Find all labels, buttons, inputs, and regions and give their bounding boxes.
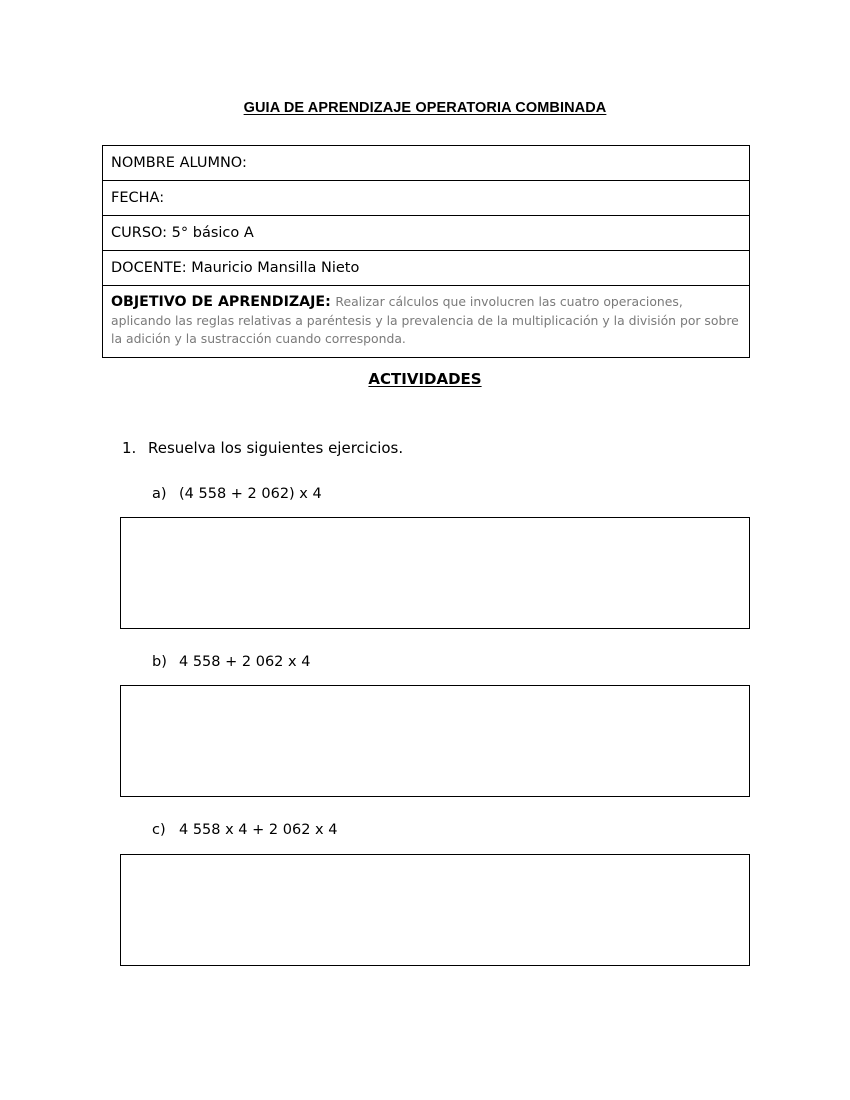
activities-heading-text: ACTIVIDADES	[368, 370, 482, 388]
exercise-c-expression: 4 558 x 4 + 2 062 x 4	[179, 822, 338, 838]
exercise-b-expression: 4 558 + 2 062 x 4	[179, 654, 311, 670]
activity-instruction-text: Resuelva los siguientes ejercicios.	[148, 439, 404, 457]
exercise-a-label	[152, 486, 322, 502]
page-title	[0, 100, 850, 116]
table-row-fecha	[103, 181, 749, 216]
exercise-a-expression: (4 558 + 2 062) x 4	[179, 486, 322, 502]
objetivo-text: Realizar cálculos que involucren las cuatro operaciones, aplicando las reglas relativas a paréntesis y la prevalencia de la multiplicación y la división por sobre la adición y la sustracción cuando corresponda.	[111, 294, 739, 346]
fecha-label: FECHA:	[111, 189, 165, 206]
docente-label: DOCENTE: Mauricio Mansilla Nieto	[111, 259, 360, 276]
exercise-b-letter: b)	[152, 654, 167, 670]
page-title-text: GUIA DE APRENDIZAJE OPERATORIA COMBINADA	[243, 100, 607, 116]
answer-box-b[interactable]	[120, 685, 750, 797]
exercise-c-letter: c)	[152, 822, 166, 838]
nombre-alumno-label: NOMBRE ALUMNO:	[111, 154, 247, 171]
answer-box-c[interactable]	[120, 854, 750, 966]
table-row-objetivo	[103, 286, 749, 357]
table-row-nombre-alumno	[103, 146, 749, 181]
curso-label: CURSO: 5° básico A	[111, 224, 254, 241]
activity-number: 1.	[122, 439, 137, 457]
objetivo-cell	[103, 286, 749, 357]
exercise-a-letter: a)	[152, 486, 167, 502]
answer-box-a[interactable]	[120, 517, 750, 629]
table-row-curso	[103, 216, 749, 251]
exercise-c-label	[152, 822, 337, 838]
activity-instruction	[122, 439, 403, 457]
table-row-docente	[103, 251, 749, 286]
student-info-table	[102, 145, 750, 358]
activities-heading	[0, 370, 850, 388]
objetivo-label: OBJETIVO DE APRENDIZAJE:	[111, 294, 331, 310]
exercise-b-label	[152, 654, 310, 670]
